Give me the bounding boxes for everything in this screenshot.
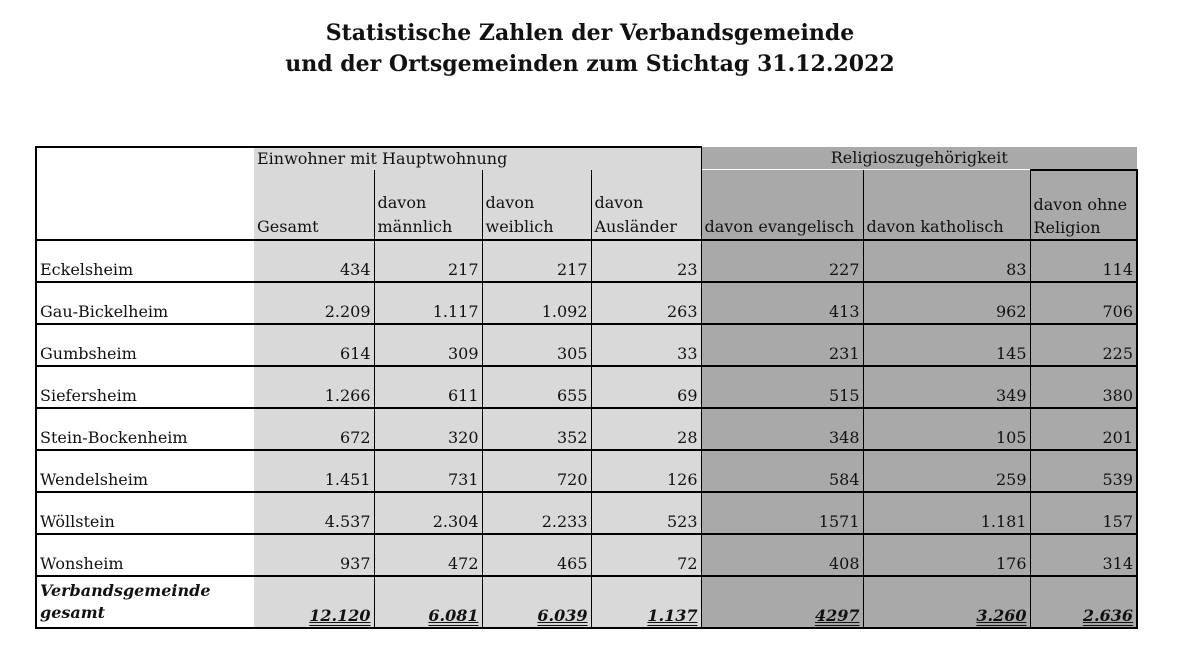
table-cell: 380 <box>1030 366 1137 408</box>
empty-corner-cell <box>36 147 254 240</box>
table-cell: 1.266 <box>254 366 374 408</box>
row-label: Wonsheim <box>36 534 254 576</box>
table-cell: 309 <box>374 324 482 366</box>
table-cell: 145 <box>863 324 1030 366</box>
column-header: davon ohne Religion <box>1030 170 1137 240</box>
table-cell: 157 <box>1030 492 1137 534</box>
row-label: Gumbsheim <box>36 324 254 366</box>
table-row <box>36 282 1137 324</box>
table-cell: 176 <box>863 534 1030 576</box>
column-header: davon Ausländer <box>591 170 701 240</box>
table-cell: 349 <box>863 366 1030 408</box>
table-cell: 105 <box>863 408 1030 450</box>
column-header: davon männlich <box>374 170 482 240</box>
group-header-row <box>36 147 1137 170</box>
table-cell: 305 <box>482 324 591 366</box>
total-cell: 6.081 <box>374 576 482 628</box>
table-row <box>36 534 1137 576</box>
table-cell: 217 <box>374 240 482 282</box>
total-cell: 4297 <box>701 576 863 628</box>
table-cell: 201 <box>1030 408 1137 450</box>
table-cell: 1.181 <box>863 492 1030 534</box>
table-cell: 408 <box>701 534 863 576</box>
table-cell: 69 <box>591 366 701 408</box>
table-cell: 72 <box>591 534 701 576</box>
table-cell: 720 <box>482 450 591 492</box>
total-cell: 2.636 <box>1030 576 1137 628</box>
statistics-table <box>35 146 1138 629</box>
table-cell: 33 <box>591 324 701 366</box>
row-label: Eckelsheim <box>36 240 254 282</box>
total-row <box>36 576 1137 628</box>
table-cell: 114 <box>1030 240 1137 282</box>
table-cell: 614 <box>254 324 374 366</box>
table-cell: 2.209 <box>254 282 374 324</box>
group-religion: Religioszugehörigkeit <box>701 147 1137 170</box>
table-cell: 1.451 <box>254 450 374 492</box>
table-row <box>36 450 1137 492</box>
table-cell: 2.304 <box>374 492 482 534</box>
row-label: Wendelsheim <box>36 450 254 492</box>
table-cell: 539 <box>1030 450 1137 492</box>
column-header: Gesamt <box>254 170 374 240</box>
table-cell: 225 <box>1030 324 1137 366</box>
table-cell: 672 <box>254 408 374 450</box>
table-cell: 731 <box>374 450 482 492</box>
table-cell: 655 <box>482 366 591 408</box>
table-cell: 259 <box>863 450 1030 492</box>
table-cell: 231 <box>701 324 863 366</box>
table-cell: 352 <box>482 408 591 450</box>
row-label: Gau-Bickelheim <box>36 282 254 324</box>
table-cell: 465 <box>482 534 591 576</box>
table-cell: 413 <box>701 282 863 324</box>
table-cell: 227 <box>701 240 863 282</box>
table-cell: 83 <box>863 240 1030 282</box>
table-cell: 2.233 <box>482 492 591 534</box>
table-cell: 611 <box>374 366 482 408</box>
table-cell: 523 <box>591 492 701 534</box>
table-cell: 1571 <box>701 492 863 534</box>
row-label: Wöllstein <box>36 492 254 534</box>
table-cell: 320 <box>374 408 482 450</box>
column-header: davon katholisch <box>863 170 1030 240</box>
table-cell: 937 <box>254 534 374 576</box>
table-body <box>36 240 1137 628</box>
column-header: davon evangelisch <box>701 170 863 240</box>
total-cell: 1.137 <box>591 576 701 628</box>
table-cell: 314 <box>1030 534 1137 576</box>
table-row <box>36 324 1137 366</box>
title-line-2: und der Ortsgemeinden zum Stichtag 31.12.2022 <box>285 51 895 77</box>
table-cell: 472 <box>374 534 482 576</box>
table-cell: 217 <box>482 240 591 282</box>
title-line-1: Statistische Zahlen der Verbandsgemeinde <box>325 20 855 46</box>
table-row <box>36 366 1137 408</box>
table-row <box>36 408 1137 450</box>
table-cell: 706 <box>1030 282 1137 324</box>
table-cell: 28 <box>591 408 701 450</box>
table-cell: 515 <box>701 366 863 408</box>
table-cell: 1.092 <box>482 282 591 324</box>
page-title <box>0 18 1180 80</box>
row-label: Siefersheim <box>36 366 254 408</box>
table-row <box>36 492 1137 534</box>
total-cell: 12.120 <box>254 576 374 628</box>
table-cell: 263 <box>591 282 701 324</box>
row-label: Stein-Bockenheim <box>36 408 254 450</box>
table-cell: 584 <box>701 450 863 492</box>
table-cell: 1.117 <box>374 282 482 324</box>
total-label: Verbandsgemeinde gesamt <box>36 576 254 628</box>
table-row <box>36 240 1137 282</box>
table-cell: 4.537 <box>254 492 374 534</box>
total-cell: 6.039 <box>482 576 591 628</box>
column-header: davon weiblich <box>482 170 591 240</box>
table-cell: 23 <box>591 240 701 282</box>
table-cell: 348 <box>701 408 863 450</box>
total-cell: 3.260 <box>863 576 1030 628</box>
table-cell: 962 <box>863 282 1030 324</box>
table-cell: 434 <box>254 240 374 282</box>
table-cell: 126 <box>591 450 701 492</box>
group-residents: Einwohner mit Hauptwohnung <box>254 147 701 170</box>
